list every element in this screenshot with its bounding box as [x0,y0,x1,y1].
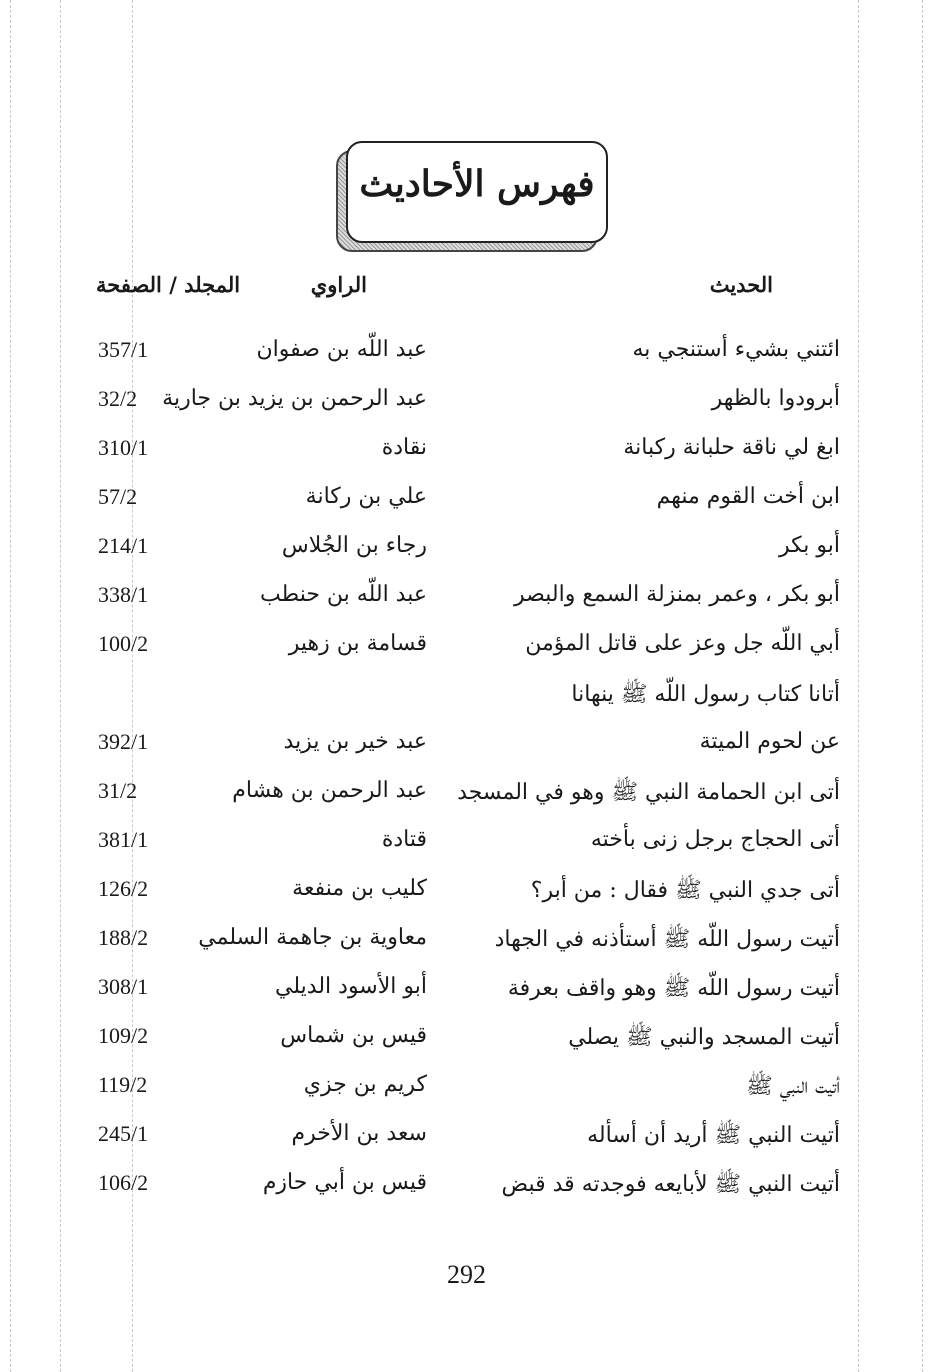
hadith-text: أتيت النبي ﷺ [746,1074,840,1099]
table-row [0,729,933,778]
table-row [0,778,933,827]
header-volume-page: المجلد / الصفحة [96,272,241,297]
volume-page-ref: 338/1 [98,582,149,607]
volume-page-ref: 57/2 [98,484,138,509]
volume-page-ref: 109/2 [98,1023,149,1048]
hadith-text: أتيت النبي ﷺ أريد أن أسأله [587,1123,840,1148]
header-narrator: الراوي [310,272,367,297]
narrator-name: قسامة بن زهير [288,631,427,656]
hadith-text: عن لحوم الميتة [699,729,840,754]
table-row [0,925,933,974]
hadith-text: أبي اللّه جل وعز على قاتل المؤمن [525,631,840,656]
table-row [0,631,933,680]
title-frame-box [346,141,608,243]
table-row [0,827,933,876]
hadith-text: أبو بكر ، وعمر بمنزلة السمع والبصر [514,582,840,607]
table-row [0,337,933,386]
volume-page-ref: 188/2 [98,925,149,950]
volume-page-ref: 392/1 [98,729,149,754]
narrator-name: معاوية بن جاهمة السلمي [198,925,427,950]
volume-page-ref: 310/1 [98,435,149,460]
narrator-name: قتادة [381,827,427,852]
narrator-name: عبد الرحمن بن هشام [232,778,427,803]
narrator-name: عبد اللّه بن حنطب [260,582,427,607]
narrator-name: قيس بن شماس [280,1023,427,1048]
narrator-name: علي بن ركانة [305,484,427,509]
table-row [0,484,933,533]
narrator-name: رجاء بن الجُلاس [281,533,427,558]
hadith-text: أبو بكر [778,533,840,558]
table-row [0,582,933,631]
table-row [0,435,933,484]
narrator-name: قيس بن أبي حازم [262,1170,427,1195]
hadith-text: أتى ابن الحمامة النبي ﷺ وهو في المسجد [457,780,840,805]
table-row [0,1121,933,1170]
volume-page-ref: 126/2 [98,876,149,901]
volume-page-ref: 106/2 [98,1170,149,1195]
page-number: 292 [447,1260,486,1289]
table-row [0,876,933,925]
table-row [0,680,933,729]
header-hadith: الحديث [709,272,773,297]
narrator-name: عبد اللّه بن صفوان [256,337,427,362]
volume-page-ref: 381/1 [98,827,149,852]
hadith-text: أتيت المسجد والنبي ﷺ يصلي [568,1025,840,1050]
table-row [0,533,933,582]
table-row [0,1170,933,1219]
hadith-index-table [0,337,933,1219]
table-row [0,974,933,1023]
hadith-text: ابن أخت القوم منهم [656,484,840,509]
volume-page-ref: 214/1 [98,533,149,558]
page-title: فهرس الأحاديث [359,163,595,205]
narrator-name: عبد الرحمن بن يزيد بن جارية [162,386,427,411]
narrator-name: كليب بن منفعة [292,876,427,901]
hadith-text: أبرودوا بالظهر [711,386,840,411]
hadith-text: أتيت رسول اللّه ﷺ وهو واقف بعرفة [507,976,840,1001]
narrator-name: أبو الأسود الديلي [275,974,427,999]
hadith-text: ابغ لي ناقة حلبانة ركبانة [623,435,840,460]
hadith-text: أتانا كتاب رسول اللّه ﷺ ينهانا [571,682,840,707]
volume-page-ref: 119/2 [98,1072,148,1097]
hadith-text: ائتني بشيء أستنجي به [632,337,840,362]
hadith-text: أتيت رسول اللّه ﷺ أستأذنه في الجهاد [494,927,840,952]
narrator-name: كريم بن جزي [303,1072,427,1097]
narrator-name: سعد بن الأخرم [291,1121,427,1146]
volume-page-ref: 32/2 [98,386,138,411]
hadith-text: أتى جدي النبي ﷺ فقال : من أبر؟ [530,878,840,903]
table-row [0,1023,933,1072]
narrator-name: نقادة [381,435,427,460]
table-row [0,386,933,435]
volume-page-ref: 308/1 [98,974,149,999]
hadith-text: أتى الحجاج برجل زنى بأخته [590,827,840,852]
volume-page-ref: 100/2 [98,631,149,656]
volume-page-ref: 245/1 [98,1121,149,1146]
narrator-name: عبد خير بن يزيد [283,729,427,754]
volume-page-ref: 31/2 [98,778,138,803]
volume-page-ref: 357/1 [98,337,149,362]
hadith-text: أتيت النبي ﷺ لأبايعه فوجدته قد قبض [501,1172,840,1197]
table-row [0,1072,933,1121]
